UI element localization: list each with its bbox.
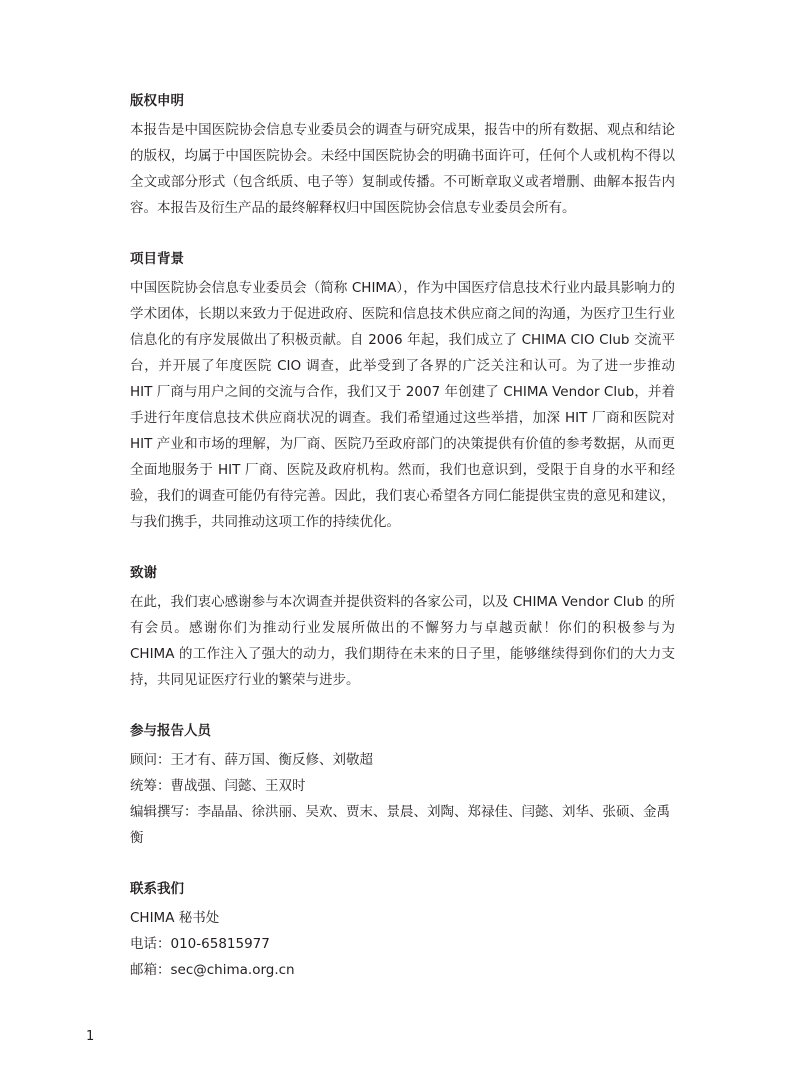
contact-heading: 联系我们: [130, 881, 184, 897]
copyright-section: [130, 88, 675, 221]
contributors-section: [130, 718, 675, 851]
copyright-heading: 版权申明: [130, 93, 184, 109]
background-section: [130, 246, 675, 535]
thanks-heading: 致谢: [130, 565, 157, 581]
contact-section: [130, 876, 675, 983]
contributors-heading: 参与报告人员: [130, 723, 211, 739]
thanks-body: 在此，我们衷心感谢参与本次调查并提供资料的各家公司，以及 CHIMA Vendor Club 的所有会员。感谢你们为推动行业发展所做出的不懈努力与卓越贡献！你们的积极参与为 CHIMA 的工作注入了强大的动力，我们期待在未来的日子里，能够继续得到你们的大力支持，共同见证医疗行业的繁荣与进步。: [130, 594, 675, 688]
copyright-body: 本报告是中国医院协会信息专业委员会的调查与研究成果，报告中的所有数据、观点和结论的版权，均属于中国医院协会。未经中国医院协会的明确书面许可，任何个人或机构不得以全文或部分形式（包含纸质、电子等）复制或传播。不可断章取义或者增删、曲解本报告内容。本报告及衍生产品的最终解释权归中国医院协会信息专业委员会所有。: [130, 122, 675, 216]
contact-email: 邮箱：sec@chima.org.cn: [130, 962, 295, 978]
coordinators-line: 统筹：曹战强、闫懿、王双时: [130, 778, 306, 794]
background-heading: 项目背景: [130, 251, 184, 267]
editors-line: 编辑撰写：李晶晶、徐洪丽、吴欢、贾末、景晨、刘陶、郑禄佳、闫懿、刘华、张硕、金禹衡: [130, 804, 670, 846]
advisors-line: 顾问：王才有、薛万国、衡反修、刘敬超: [130, 752, 373, 768]
page-number: 1: [86, 1029, 95, 1044]
thanks-section: [130, 560, 675, 693]
report-front-matter: [130, 88, 675, 1008]
contact-office: CHIMA 秘书处: [130, 910, 220, 926]
contact-phone: 电话：010-65815977: [130, 936, 270, 952]
background-body: 中国医院协会信息专业委员会（简称 CHIMA），作为中国医疗信息技术行业内最具影响力的学术团体，长期以来致力于促进政府、医院和信息技术供应商之间的沟通，为医疗卫生行业信息化的有序发展做出了积极贡献。自 2006 年起，我们成立了 CHIMA CIO Club 交流平台，并开展了年度医院 CIO 调查，此举受到了各界的广泛关注和认可。为了进一步推动 HIT 厂商与用户之间的交流与合作，我们又于 2007 年创建了 CHIMA Vendor Club，并着手进行年度信息技术供应商状况的调查。我们希望通过这些举措，加深 HIT 厂商和医院对 HIT 产业和市场的理解，为厂商、医院乃至政府部门的决策提供有价值的参考数据，从而更全面地服务于 HIT 厂商、医院及政府机构。然而，我们也意识到，受限于自身的水平和经验，我们的调查可能仍有待完善。因此，我们衷心希望各方同仁能提供宝贵的意见和建议，与我们携手，共同推动这项工作的持续优化。: [130, 280, 675, 530]
